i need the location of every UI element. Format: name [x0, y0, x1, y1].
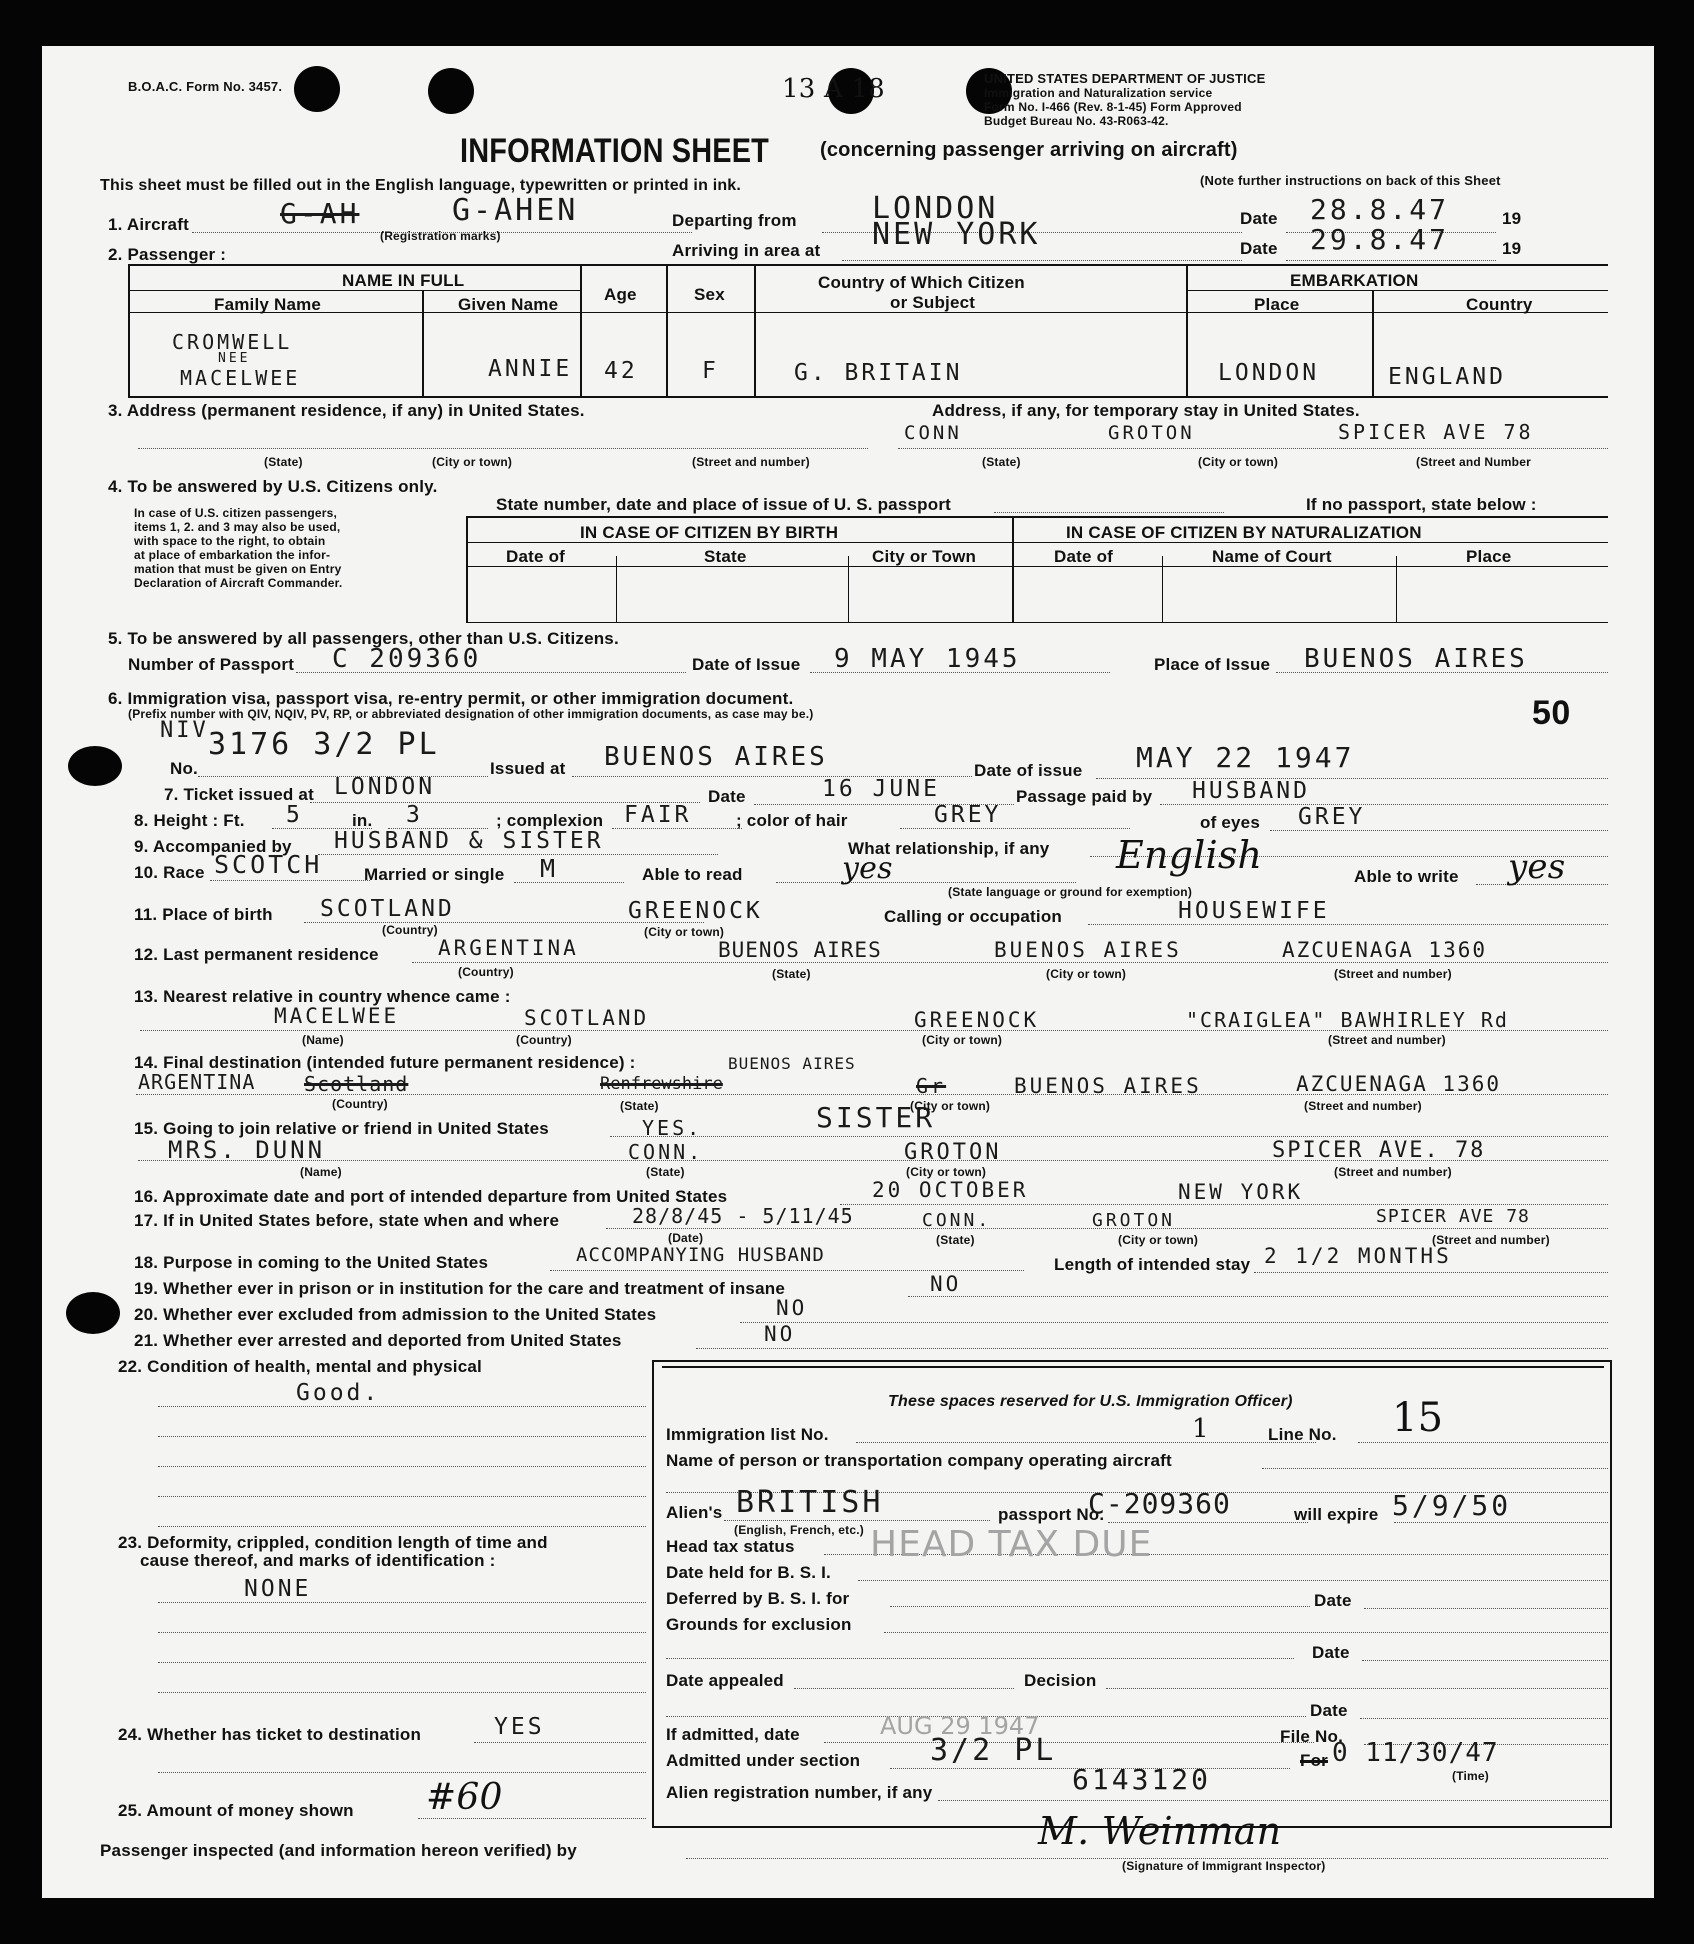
- destination-struck-country: Scotland: [304, 1072, 409, 1096]
- deported-value: NO: [764, 1322, 796, 1346]
- name-in-full-header: NAME IN FULL: [342, 271, 465, 290]
- file-no-label: File No.: [1280, 1727, 1343, 1746]
- nat-date-header: Date of: [1054, 547, 1114, 566]
- citizens-note: In case of U.S. citizen passengers, items 1, 2. and 3 may also be used, with space to the right, to obtain at place of embarkation the infor- mation that must be given on Entry Declaration of Aircraft Commander.: [134, 506, 343, 590]
- issue-place-label: Place of Issue: [1154, 655, 1271, 674]
- form-number: B.O.A.C. Form No. 3457.: [128, 79, 283, 94]
- agency-line: Immigration and Naturalization service: [984, 86, 1213, 100]
- section-value: 3/2 PL: [930, 1733, 1057, 1768]
- q12-label: 12. Last permanent residence: [134, 945, 379, 964]
- ticket-destination-value: YES: [494, 1714, 545, 1740]
- citizens-label: 4. To be answered by U.S. Citizens only.: [108, 477, 438, 496]
- q23-label-1: 23. Deformity, crippled, condition length of time and: [118, 1533, 548, 1552]
- passage-paid-value: HUSBAND: [1192, 778, 1310, 804]
- q12-street-sub: (Street and number): [1334, 967, 1452, 981]
- head-tax-stamp: HEAD TAX DUE: [870, 1524, 1153, 1565]
- page-subtitle: (concerning passenger arriving on aircraft): [820, 139, 1238, 161]
- year-prefix: 19: [1502, 209, 1522, 228]
- fee-value: 50: [1532, 694, 1571, 732]
- q14-city-sub: (City or town): [910, 1099, 991, 1113]
- q24-label: 24. Whether has ticket to destination: [118, 1725, 422, 1744]
- family-name-header: Family Name: [214, 295, 322, 314]
- last-residence-street: AZCUENAGA 1360: [1282, 938, 1488, 962]
- line-no-label: Line No.: [1268, 1425, 1337, 1444]
- height-in-label: in.: [352, 811, 373, 830]
- arriving-label: Arriving in area at: [672, 241, 821, 260]
- appealed-label: Date appealed: [666, 1671, 784, 1690]
- q17-date-sub: (Date): [668, 1231, 704, 1245]
- join-relationship: SISTER: [816, 1101, 936, 1134]
- temp-street-value: SPICER AVE 78: [1338, 420, 1534, 444]
- state-caption-right: (State): [982, 455, 1021, 469]
- naturalization-header: IN CASE OF CITIZEN BY NATURALIZATION: [1066, 523, 1422, 542]
- q12-state-sub: (State): [772, 967, 811, 981]
- q15-name-sub: (Name): [300, 1165, 342, 1179]
- q25-label: 25. Amount of money shown: [118, 1801, 354, 1820]
- complexion-value: FAIR: [624, 802, 692, 828]
- inspector-signature: M. Weinman: [1038, 1809, 1282, 1853]
- headtax-label: Head tax status: [666, 1537, 795, 1556]
- issue-date-label: Date of Issue: [692, 655, 801, 674]
- citizen-value: G. BRITAIN: [794, 360, 963, 386]
- q18-label: 18. Purpose in coming to the United States: [134, 1253, 489, 1272]
- instruction-text: This sheet must be filled out in the English language, typewritten or printed in ink.: [100, 177, 742, 194]
- destination-country: ARGENTINA: [138, 1070, 256, 1094]
- hair-label: ; color of hair: [736, 811, 848, 830]
- relative-name: MACELWEE: [274, 1004, 400, 1028]
- excluded-value: NO: [776, 1296, 808, 1320]
- friend-street: SPICER AVE. 78: [1272, 1138, 1486, 1163]
- alien-label: Alien's: [666, 1503, 723, 1522]
- q12-country-sub: (Country): [458, 965, 514, 979]
- health-value: Good.: [296, 1380, 381, 1406]
- line-no-value: 15: [1392, 1395, 1444, 1441]
- join-value: YES.: [642, 1116, 703, 1140]
- punch-hole: [428, 68, 474, 114]
- q14-label: 14. Final destination (intended future permanent residence) :: [134, 1053, 636, 1072]
- read-value: yes: [842, 851, 893, 886]
- birth-city-header: City or Town: [872, 547, 977, 566]
- information-sheet-paper: [42, 46, 1654, 1898]
- city-caption: (City or town): [432, 455, 513, 469]
- given-name-header: Given Name: [458, 295, 559, 314]
- page-title: INFORMATION SHEET: [460, 132, 770, 170]
- deferred-date-label: Date: [1314, 1591, 1352, 1610]
- q13-country-sub: (Country): [516, 1033, 572, 1047]
- issued-at-value: BUENOS AIRES: [604, 742, 828, 772]
- immigration-list-value: 1: [1192, 1414, 1209, 1444]
- visa-date-label: Date of issue: [974, 761, 1083, 780]
- q14-street-sub: (Street and number): [1304, 1099, 1422, 1113]
- q15-street-sub: (Street and number): [1334, 1165, 1452, 1179]
- given-name-value: ANNIE: [488, 356, 573, 382]
- occupation-value: HOUSEWIFE: [1178, 898, 1330, 924]
- grounds-label: Grounds for exclusion: [666, 1615, 852, 1634]
- q13-street-sub: (Street and number): [1328, 1033, 1446, 1047]
- or-subject-header: or Subject: [890, 293, 976, 312]
- q5-label: 5. To be answered by all passengers, other than U.S. Citizens.: [108, 629, 619, 648]
- handwritten-top-note: 13 A 18: [782, 74, 885, 104]
- eyes-label: of eyes: [1200, 813, 1260, 832]
- q8-label: 8. Height : Ft.: [134, 811, 245, 830]
- family-name-nee: NEE: [218, 351, 251, 366]
- relative-country: SCOTLAND: [524, 1006, 650, 1030]
- accompanied-value: HUSBAND & SISTER: [334, 828, 604, 854]
- ticket-issued-value: LONDON: [334, 774, 436, 800]
- stay-label: Length of intended stay: [1054, 1255, 1251, 1274]
- q9-label: 9. Accompanied by: [134, 837, 292, 856]
- stay-value: 2 1/2 MONTHS: [1264, 1244, 1452, 1268]
- registration-label: Alien registration number, if any: [666, 1783, 933, 1802]
- agency-line: Form No. I-466 (Rev. 8-1-45) Form Approved: [984, 100, 1242, 114]
- deferred-label: Deferred by B. S. I. for: [666, 1589, 850, 1608]
- purpose-value: ACCOMPANYING HUSBAND: [576, 1244, 825, 1266]
- q21-label: 21. Whether ever arrested and deported from United States: [134, 1331, 622, 1350]
- passport-number-label: Number of Passport: [128, 655, 295, 674]
- birth-header: IN CASE OF CITIZEN BY BIRTH: [580, 523, 839, 542]
- nat-place-header: Place: [1466, 547, 1512, 566]
- q17-street-sub: (Street and number): [1432, 1233, 1550, 1247]
- temp-address-label: Address, if any, for temporary stay in United States.: [932, 401, 1360, 420]
- country-header: Country: [1466, 295, 1533, 314]
- state-caption: (State): [264, 455, 303, 469]
- height-in-value: 3: [406, 802, 423, 828]
- occupation-label: Calling or occupation: [884, 907, 1062, 926]
- sex-header: Sex: [694, 285, 725, 304]
- agency-line: UNITED STATES DEPARTMENT OF JUSTICE: [984, 71, 1266, 86]
- language-sub: (State language or ground for exemption): [948, 885, 1193, 899]
- previous-state: CONN.: [922, 1210, 992, 1231]
- aircraft-value: G-AHEN: [452, 193, 579, 228]
- appeal-date-label: Date: [1310, 1701, 1348, 1720]
- embark-place-value: LONDON: [1218, 360, 1320, 386]
- birth-city-value: GREENOCK: [628, 898, 763, 924]
- relationship-label: What relationship, if any: [848, 839, 1050, 858]
- q14-state-sub: (State): [620, 1099, 659, 1113]
- birth-date-header: Date of: [506, 547, 566, 566]
- destination-city: BUENOS AIRES: [1014, 1074, 1202, 1098]
- temp-state-value: CONN: [904, 422, 962, 444]
- q13-city-sub: (City or town): [922, 1033, 1003, 1047]
- year-prefix-2: 19: [1502, 239, 1522, 258]
- married-label: Married or single: [364, 865, 505, 884]
- deformity-value: NONE: [244, 1576, 312, 1602]
- write-value: yes: [1508, 847, 1566, 887]
- friend-city: GROTON: [904, 1140, 1002, 1165]
- departure-date: 20 OCTOBER: [872, 1178, 1029, 1202]
- q6-label: 6. Immigration visa, passport visa, re-entry permit, or other immigration document.: [108, 689, 794, 708]
- q6-sub: (Prefix number with QIV, NQIV, PV, RP, or abbreviated designation of other immigration documents, as case may be.): [128, 707, 814, 721]
- embarkation-header: EMBARKATION: [1290, 271, 1419, 290]
- alien-nationality-value: BRITISH: [736, 1485, 884, 1520]
- date-label-2: Date: [1240, 239, 1278, 258]
- q11-label: 11. Place of birth: [134, 905, 273, 924]
- company-label: Name of person or transportation company operating aircraft: [666, 1451, 1172, 1470]
- alien-passport-label: passport No.: [998, 1505, 1105, 1524]
- visa-no-value: 3176 3/2 PL: [208, 727, 440, 762]
- destination-struck-state: Renfrewshire: [600, 1074, 723, 1094]
- visa-date-value: MAY 22 1947: [1136, 741, 1355, 774]
- officer-box-title: These spaces reserved for U.S. Immigration Officer): [888, 1393, 1293, 1410]
- height-ft-value: 5: [286, 802, 303, 828]
- age-value: 42: [604, 358, 638, 384]
- expire-label: will expire: [1294, 1505, 1379, 1524]
- q16-label: 16. Approximate date and port of intended departure from United States: [134, 1187, 728, 1206]
- registration-value: 6143120: [1072, 1763, 1212, 1796]
- q17-label: 17. If in United States before, state when and where: [134, 1211, 560, 1230]
- issued-at-label: Issued at: [490, 759, 566, 778]
- q22-label: 22. Condition of health, mental and physical: [118, 1357, 482, 1376]
- birth-city-sub: (City or town): [644, 925, 725, 939]
- expire-value: 5/9/50: [1392, 1489, 1512, 1522]
- q15-state-sub: (State): [646, 1165, 685, 1179]
- immigration-list-label: Immigration list No.: [666, 1425, 829, 1444]
- depart-date: 28.8.47: [1310, 193, 1450, 226]
- read-label: Able to read: [642, 865, 743, 884]
- q23-label-2: cause thereof, and marks of identification :: [140, 1551, 496, 1570]
- nat-court-header: Name of Court: [1212, 547, 1332, 566]
- q10-label: 10. Race: [134, 863, 205, 882]
- temp-city-value: GROTON: [1108, 422, 1195, 444]
- q17-state-sub: (State): [936, 1233, 975, 1247]
- destination-struck-city: Gr: [916, 1074, 947, 1098]
- complexion-label: ; complexion: [496, 811, 604, 830]
- sex-value: F: [702, 358, 719, 384]
- married-value: M: [540, 854, 559, 883]
- visa-no-label: No.: [170, 759, 198, 778]
- q15-label: 15. Going to join relative or friend in United States: [134, 1119, 549, 1138]
- previous-street: SPICER AVE 78: [1376, 1206, 1530, 1227]
- passport-number-value: C 209360: [332, 644, 482, 674]
- arriving-value: NEW YORK: [872, 217, 1041, 252]
- agency-block: [984, 72, 1265, 128]
- q7-label: 7. Ticket issued at: [164, 785, 314, 804]
- last-residence-state: BUENOS AIRES: [718, 938, 882, 962]
- agency-line: Budget Bureau No. 43-R063-42.: [984, 114, 1169, 128]
- q13-name-sub: (Name): [302, 1033, 344, 1047]
- departing-label: Departing from: [672, 211, 797, 230]
- q19-label: 19. Whether ever in prison or in institution for the care and treatment of insane: [134, 1279, 785, 1298]
- write-label: Able to write: [1354, 867, 1459, 886]
- q14-country-sub: (Country): [332, 1097, 388, 1111]
- section-label: Admitted under section: [666, 1751, 861, 1770]
- time-value: 0 11/30/47: [1332, 1738, 1499, 1768]
- no-passport-label: If no passport, state below :: [1306, 495, 1537, 514]
- aircraft-label: 1. Aircraft: [108, 215, 189, 234]
- country-citizen-header: Country of Which Citizen: [818, 273, 1025, 292]
- birth-country-sub: (Country): [382, 923, 438, 937]
- departing-value: LONDON: [872, 191, 999, 226]
- birth-state-header: State: [704, 547, 747, 566]
- admitted-label: If admitted, date: [666, 1725, 800, 1744]
- registration-marks: (Registration marks): [380, 229, 501, 243]
- birth-country-value: SCOTLAND: [320, 896, 455, 922]
- decision-label: Decision: [1024, 1671, 1097, 1690]
- passage-paid-label: Passage paid by: [1016, 787, 1153, 806]
- q15-city-sub: (City or town): [906, 1165, 987, 1179]
- alien-sub: (English, French, etc.): [734, 1523, 864, 1537]
- last-residence-city: BUENOS AIRES: [994, 938, 1182, 962]
- note-right: (Note further instructions on back of this Sheet: [1200, 173, 1501, 188]
- relative-street: "CRAIGLEA" BAWHIRLEY Rd: [1186, 1008, 1509, 1032]
- q12-city-sub: (City or town): [1046, 967, 1127, 981]
- ticket-date-label: Date: [708, 787, 746, 806]
- for-label: For: [1300, 1751, 1328, 1770]
- eyes-value: GREY: [1298, 804, 1366, 830]
- ticket-date-value: 16 JUNE: [822, 776, 940, 802]
- q13-label: 13. Nearest relative in country whence came :: [134, 987, 511, 1006]
- arrive-date: 29.8.47: [1310, 223, 1450, 256]
- date-label: Date: [1240, 209, 1278, 228]
- departure-port: NEW YORK: [1178, 1180, 1304, 1204]
- admitted-date-stamp: AUG 29 1947: [880, 1712, 1040, 1740]
- issue-place-value: BUENOS AIRES: [1304, 644, 1528, 674]
- family-name-maiden: MACELWEE: [180, 366, 301, 390]
- held-label: Date held for B. S. I.: [666, 1563, 831, 1582]
- issue-date-value: 9 MAY 1945: [834, 644, 1021, 674]
- language-value: English: [1116, 833, 1263, 877]
- signature-caption: (Signature of Immigrant Inspector): [1122, 1859, 1326, 1873]
- destination-street: AZCUENAGA 1360: [1296, 1072, 1502, 1096]
- time-sub: (Time): [1452, 1769, 1489, 1783]
- race-value: SCOTCH: [214, 850, 323, 879]
- embark-country-value: ENGLAND: [1388, 364, 1506, 390]
- niv-prefix: NIV: [160, 718, 209, 743]
- last-residence-country: ARGENTINA: [438, 936, 579, 960]
- aircraft-struck: G-AH: [280, 197, 360, 230]
- prison-value: NO: [930, 1272, 962, 1296]
- inspected-label: Passenger inspected (and information hereon verified) by: [100, 1841, 577, 1860]
- street-caption: (Street and number): [692, 455, 810, 469]
- friend-name: MRS. DUNN: [168, 1136, 326, 1164]
- passenger-label: 2. Passenger :: [108, 245, 227, 264]
- hair-value: GREY: [934, 802, 1002, 828]
- punch-hole: [294, 66, 340, 112]
- q17-city-sub: (City or town): [1118, 1233, 1199, 1247]
- family-name-value: CROMWELL: [172, 330, 293, 354]
- previous-date: 28/8/45 - 5/11/45: [632, 1204, 854, 1228]
- street-caption-right: (Street and Number: [1416, 455, 1531, 469]
- relative-city: GREENOCK: [914, 1008, 1040, 1032]
- previous-city: GROTON: [1092, 1210, 1176, 1231]
- address-label: 3. Address (permanent residence, if any) in United States.: [108, 401, 585, 420]
- place-header: Place: [1254, 295, 1300, 314]
- us-passport-label: State number, date and place of issue of U. S. passport: [496, 495, 951, 514]
- age-header: Age: [604, 285, 637, 304]
- grounds-date-label: Date: [1312, 1643, 1350, 1662]
- alien-passport-value: C-209360: [1088, 1487, 1231, 1520]
- punch-hole: [68, 746, 122, 786]
- money-value: #60: [426, 1777, 503, 1818]
- punch-hole: [66, 1292, 120, 1334]
- destination-state-above: BUENOS AIRES: [728, 1054, 856, 1073]
- friend-state: CONN.: [628, 1140, 704, 1164]
- city-caption-right: (City or town): [1198, 455, 1279, 469]
- q20-label: 20. Whether ever excluded from admission to the United States: [134, 1305, 657, 1324]
